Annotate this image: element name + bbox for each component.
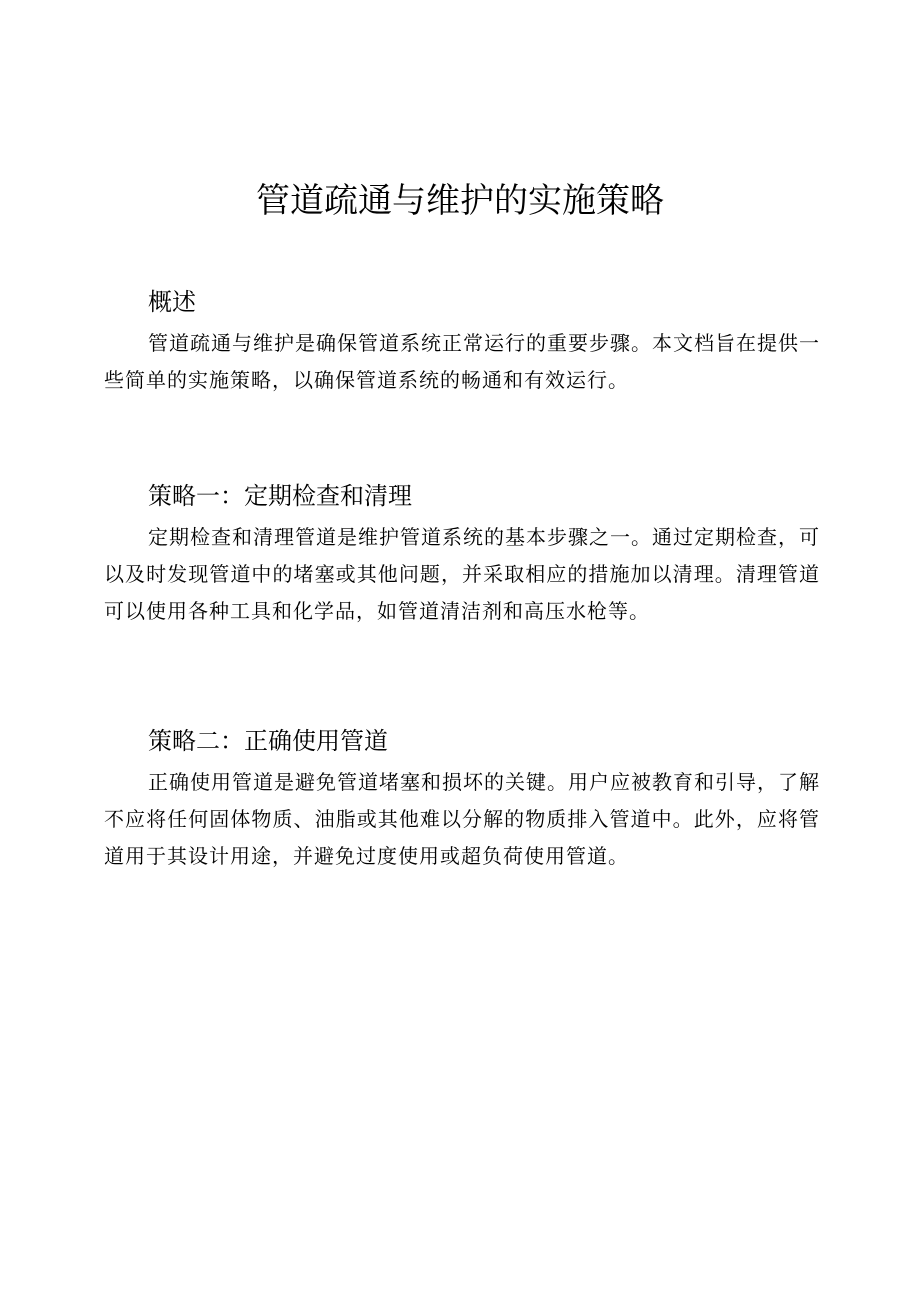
section-heading: 策略二：正确使用管道 bbox=[148, 727, 388, 755]
section-strategy-1 bbox=[104, 479, 820, 630]
section-paragraph: 管道疏通与维护是确保管道系统正常运行的重要步骤。本文档旨在提供一些简单的实施策略，以确保管道系统的畅通和有效运行。 bbox=[104, 331, 820, 392]
document-title: 管道疏通与维护的实施策略 bbox=[256, 181, 664, 221]
section-heading: 概述 bbox=[148, 288, 196, 316]
section-paragraph: 定期检查和清理管道是维护管道系统的基本步骤之一。通过定期检查，可以及时发现管道中的堵塞或其他问题，并采取相应的措施加以清理。清理管道可以使用各种工具和化学品，如管道清洁剂和高压水枪等。 bbox=[104, 525, 820, 623]
section-heading: 策略一：定期检查和清理 bbox=[148, 482, 412, 510]
section-overview bbox=[104, 285, 820, 399]
section-strategy-2 bbox=[104, 724, 820, 875]
section-paragraph: 正确使用管道是避免管道堵塞和损坏的关键。用户应被教育和引导，了解不应将任何固体物质、油脂或其他难以分解的物质排入管道中。此外，应将管道用于其设计用途，并避免过度使用或超负荷使用管道。 bbox=[104, 770, 820, 868]
